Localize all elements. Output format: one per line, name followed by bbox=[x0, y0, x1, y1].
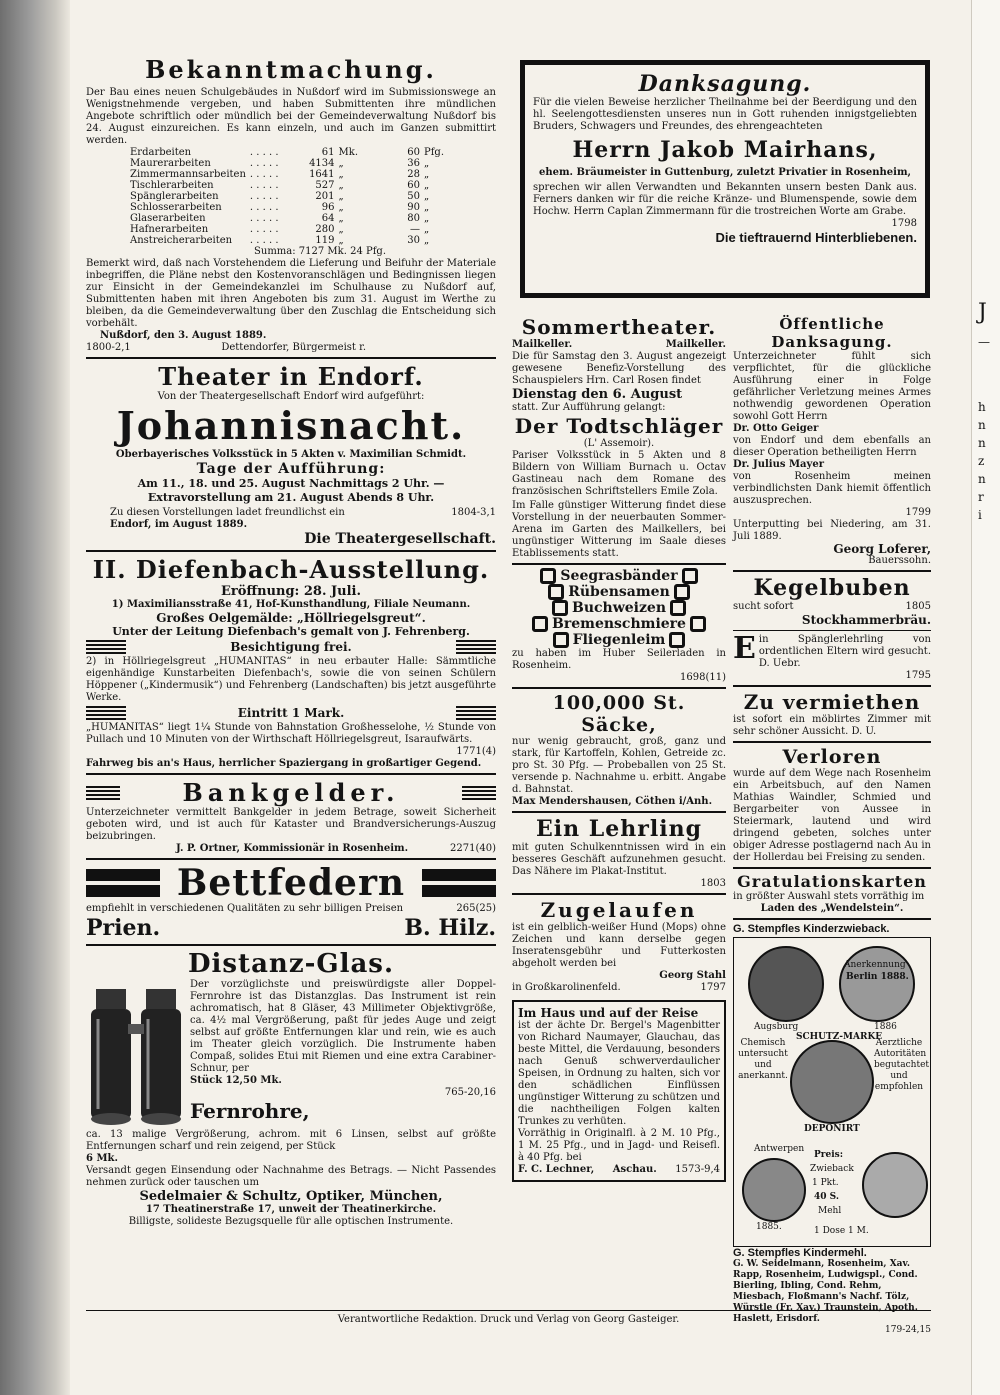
bekanntmachung-place-date: Nußdorf, den 3. August 1889. bbox=[100, 330, 267, 341]
oeffentliche-place: Unterputting bei Niedering, am 31. Juli 1889. bbox=[733, 519, 931, 542]
zwieback-antwerpen-year: 1885. bbox=[756, 1222, 782, 1232]
sommertheater-body1: Die für Samstag den 3. August angezeigt gewesene Benefiz-Vorstellung des Schauspielers Hrn. Carl Rosen findet bbox=[512, 351, 726, 386]
danksagung-title: Danksagung. bbox=[638, 71, 812, 97]
bekanntmachung-signature: Dettendorfer, Bürgermeist r. bbox=[221, 342, 366, 353]
cost-pf-unit: „ bbox=[424, 235, 430, 246]
cost-mk: 96 bbox=[321, 202, 335, 213]
distanzglas-fernrohre: Fernrohre, bbox=[190, 1099, 310, 1123]
zwieback-title: G. Stempfles Kinderzwieback. bbox=[733, 923, 890, 935]
cost-pf: 50 bbox=[407, 191, 420, 202]
cost-mk-unit: „ bbox=[338, 180, 344, 191]
bankgelder-code: 2271(40) bbox=[450, 843, 496, 854]
danksagung-signature: Die tieftrauernd Hinterbliebenen. bbox=[715, 230, 917, 245]
sommertheater-body3: Pariser Volksstück in 5 Akten und 8 Bildern von William Burnach u. Octav Gastineau nach dem Romane des französischen Schriftstellers Emile Zola. bbox=[512, 450, 726, 497]
seegras-item-label: Seegrasbänder bbox=[560, 568, 678, 584]
sommertheater-title: Sommertheater. bbox=[521, 315, 717, 339]
distanzglas-address: 17 Theatinerstraße 17, unweit der Theatinerkirche. bbox=[145, 1204, 437, 1215]
cost-pf: — bbox=[410, 224, 420, 235]
diefenbach-line2: Großes Oelgemälde: „Höllriegelsgreut“. bbox=[156, 611, 426, 625]
bekanntmachung-notice bbox=[86, 55, 496, 354]
cost-mk: 280 bbox=[315, 224, 335, 235]
diefenbach-line3: Unter der Leitung Diefenbach's gemalt von J. Fehrenberg. bbox=[112, 625, 470, 638]
decorative-stripes bbox=[456, 640, 496, 654]
zwieback-chem: Chemisch untersucht und anerkannt. bbox=[738, 1038, 788, 1081]
cost-mk-unit: „ bbox=[338, 235, 344, 246]
zugelaufen-name: Georg Stahl bbox=[659, 970, 726, 981]
lehrling-ad bbox=[512, 816, 726, 890]
kegelbuben-firm: Stockhammerbräu. bbox=[801, 613, 931, 627]
edge-mark: r bbox=[978, 490, 984, 504]
saecke-ad bbox=[512, 692, 726, 808]
magenbitter-title: Im Haus und auf der Reise bbox=[518, 1006, 699, 1020]
theater-tage: Tage der Aufführung: bbox=[196, 461, 386, 477]
cost-row bbox=[130, 180, 448, 191]
cost-pf-unit: „ bbox=[424, 158, 430, 169]
cost-item-name: Zimmermannsarbeiten bbox=[130, 169, 246, 180]
sommertheater-place-left: Mailkeller. bbox=[512, 339, 573, 350]
sommertheater-body4: Im Falle günstiger Witterung findet diese Vorstellung in der neuerbauten Sommer-Arena im Garten des Mailkellers, bei ungünstiger Witterung im Saale dieses Etablissements statt. bbox=[512, 500, 726, 559]
distanzglas-code: 765-20,16 bbox=[444, 1087, 496, 1098]
spaengler-ad bbox=[733, 631, 931, 682]
diefenbach-code: 1771(4) bbox=[456, 746, 496, 757]
cost-pf-unit: „ bbox=[424, 191, 430, 202]
zwieback-schutz: SCHUTZ-MARKE bbox=[796, 1032, 883, 1042]
adjacent-page-edge bbox=[971, 0, 1000, 1395]
exhibition-medal-icon bbox=[862, 1152, 928, 1218]
bekanntmachung-summa: Summa: 7127 Mk. 24 Pfg. bbox=[254, 246, 386, 257]
bettfedern-place: Prien. bbox=[86, 915, 161, 941]
diefenbach-entry: Eintritt 1 Mark. bbox=[237, 706, 345, 720]
ring-ornament-icon bbox=[669, 632, 685, 648]
seegras-body: zu haben im Huber Seilerladen in Rosenheim. bbox=[512, 648, 726, 671]
edge-mark: n bbox=[978, 436, 986, 450]
diefenbach-view: Besichtigung frei. bbox=[230, 640, 352, 654]
gratulation-ad bbox=[733, 872, 931, 915]
saecke-firm: Max Mendershausen, Cöthen i/Anh. bbox=[512, 796, 713, 807]
cost-mk: 119 bbox=[315, 235, 335, 246]
theater-title: Theater in Endorf. bbox=[158, 362, 424, 391]
ring-ornament-icon bbox=[552, 600, 568, 616]
ring-ornament-icon bbox=[670, 600, 686, 616]
zwieback-ad bbox=[733, 923, 931, 1336]
edge-mark: — bbox=[978, 335, 990, 349]
kegelbuben-title: Kegelbuben bbox=[753, 575, 911, 601]
seegras-item-label: Buchweizen bbox=[571, 600, 667, 616]
cost-row bbox=[130, 235, 448, 246]
bettfedern-code: 265(25) bbox=[456, 903, 496, 914]
lehrling-code: 1803 bbox=[700, 878, 726, 889]
cost-mk-unit: „ bbox=[338, 213, 344, 224]
seegras-code: 1698(11) bbox=[680, 672, 726, 683]
ring-ornament-icon bbox=[548, 584, 564, 600]
distanzglas-title: Distanz-Glas. bbox=[188, 949, 394, 979]
cost-pf-unit: „ bbox=[424, 224, 430, 235]
theater-ad bbox=[86, 362, 496, 547]
cost-pf: 30 bbox=[407, 235, 420, 246]
ring-ornament-icon bbox=[553, 632, 569, 648]
cost-item-name: Anstreicherarbeiten bbox=[130, 235, 233, 246]
distanzglas-firm: Sedelmaier & Schultz, Optiker, München, bbox=[139, 1189, 443, 1204]
danksagung-role: ehem. Bräumeister in Guttenburg, zuletzt Privatier in Rosenheim, bbox=[538, 167, 912, 178]
diefenbach-line5: „HUMANITAS“ liegt 1¼ Stunde von Bahnstation Großhesselohe, ½ Stunde von Pullach und 10 Minuten von der Wirthschaft Höllriegelsgreut, Isaraufwärts. bbox=[86, 722, 496, 745]
spaengler-body: in Spänglerlehrling von ordentlichen Eltern wird gesucht. D. Uebr. bbox=[758, 634, 931, 669]
portrait-medal-icon bbox=[748, 946, 824, 1022]
cost-pf-unit: „ bbox=[424, 213, 430, 224]
magenbitter-code: 1573-9,4 bbox=[675, 1164, 720, 1175]
theater-dates: Am 11., 18. und 25. August Nachmittags 2 Uhr. — Extravorstellung am 21. August Abends 8 Uhr. bbox=[137, 477, 445, 504]
cost-item-name: Tischlerarbeiten bbox=[130, 180, 214, 191]
column-right bbox=[733, 315, 931, 1336]
zwieback-year: 1886 bbox=[874, 1022, 897, 1032]
zwieback-price1: 40 S. bbox=[814, 1192, 839, 1202]
bankgelder-title: Bankgelder. bbox=[182, 778, 400, 807]
danksagung-box bbox=[520, 60, 930, 298]
edge-mark: h bbox=[978, 400, 986, 414]
magenbitter-seller: F. C. Lechner, bbox=[518, 1164, 595, 1175]
ring-ornament-icon bbox=[674, 584, 690, 600]
zwieback-subtitle: G. Stempfles Kindermehl. bbox=[733, 1247, 867, 1259]
oeffentliche-doctor2: Dr. Julius Mayer bbox=[733, 459, 824, 470]
cost-pf-unit: Pfg. bbox=[424, 147, 445, 158]
oeffentliche-body2: von Endorf und dem ebenfalls an dieser Operation betheiligten Herrn bbox=[733, 435, 931, 458]
cost-mk-unit: „ bbox=[338, 158, 344, 169]
cost-pf-unit: „ bbox=[424, 169, 430, 180]
cost-row bbox=[130, 202, 448, 213]
danksagung-intro: Für die vielen Beweise herzlicher Theilnahme bei der Beerdigung und den hl. Seelengottesdiensten unseres nun in Gott ruhenden innigstgeliebten Bruders, Schwagers und Freundes, des ehrengeachteten bbox=[533, 97, 917, 132]
vermiethen-body: ist sofort ein möblirtes Zimmer mit sehr schöner Aussicht. D. U. bbox=[733, 714, 931, 737]
diefenbach-opening: Eröffnung: 28. Juli. bbox=[220, 584, 362, 599]
oeffentliche-doctor1: Dr. Otto Geiger bbox=[733, 423, 819, 434]
verloren-body: wurde auf dem Wege nach Rosenheim ein Arbeitsbuch, auf den Namen Mathias Waindler, Schmied und Bergarbeiter von Aussee in Steiermark, lautend und wird dringend gebeten, solches unter obiger Adresse postlagernd nach Au in der Hollerdau bei Freising zu senden. bbox=[733, 768, 931, 863]
zwieback-mehl: Mehl bbox=[818, 1206, 842, 1216]
verloren-ad bbox=[733, 746, 931, 864]
gratulation-firm: Laden des „Wendelstein“. bbox=[760, 903, 904, 914]
spaengler-initial: E bbox=[733, 631, 756, 666]
zugelaufen-code: 1797 bbox=[700, 982, 726, 993]
cost-dots: . . . . . bbox=[249, 202, 279, 213]
edge-mark: n bbox=[978, 472, 986, 486]
zwieback-preis: Preis: bbox=[814, 1150, 844, 1160]
column-middle bbox=[512, 315, 726, 1182]
oeffentliche-body3: von Rosenheim meinen verbindlichsten Dank hiemit öffentlich auszusprechen. bbox=[733, 471, 931, 506]
zwieback-sellers: G. W. Seidelmann, Rosenheim, Xav. Rapp, Rosenheim, Ludwigspl., Cond. Bierling, Ibling, Cond. Rehm, Miesbach, Floßmann's Nachf. Tölz, Würstle (Fr. Xav.) Traunstein, Apoth. Haslett, Erisdorf. bbox=[733, 1259, 918, 1324]
theater-play: Johannisnacht. bbox=[116, 403, 466, 448]
theater-sub: Von der Theatergesellschaft Endorf wird aufgeführt: bbox=[157, 391, 425, 402]
cost-row bbox=[130, 224, 448, 235]
zwieback-dose: 1 Dose 1 M. bbox=[814, 1226, 869, 1236]
cost-mk-unit: „ bbox=[338, 191, 344, 202]
seegras-item bbox=[512, 568, 726, 584]
decorative-stripes bbox=[86, 640, 126, 654]
zwieback-augsburg: Augsburg bbox=[754, 1022, 799, 1032]
diefenbach-line6: Fahrweg bis an's Haus, herrlicher Spaziergang in großartiger Gegend. bbox=[86, 758, 482, 769]
cost-mk-unit: „ bbox=[338, 169, 344, 180]
trademark-seal-icon bbox=[790, 1040, 874, 1124]
cost-row bbox=[130, 158, 448, 169]
zwieback-zwieback: Zwieback bbox=[810, 1164, 854, 1174]
distanzglas-body1: Der vorzüglichste und preiswürdigste aller Doppel-Fernrohre ist das Distanzglas. Das Instrument ist rein achromatisch, hat 8 Gläser, 43 Millimeter Objektivgröße, ca. 4½ mal Vergrößerung, paßt für jedes Auge und zeigt selbst auf größte Entfernungen klar und rein, wie es auch im Theater gleich vorzüglich. Die Instrumente haben Compaß, solides Etui mit Riemen und eine extra Carabiner-Schnur, per bbox=[190, 979, 496, 1074]
kegelbuben-body: sucht sofort bbox=[733, 601, 794, 612]
theater-place-date: Endorf, im August 1889. bbox=[110, 519, 248, 530]
zwieback-award-left: Anerkennung bbox=[844, 960, 906, 970]
vermiethen-title: Zu vermiethen bbox=[743, 690, 921, 714]
zwieback-deponirt: DEPONIRT bbox=[804, 1124, 860, 1134]
oeffentliche-danksagung bbox=[733, 315, 931, 567]
seegras-item-label: Fliegenleim bbox=[572, 632, 666, 648]
cost-mk: 64 bbox=[321, 213, 335, 224]
cost-pf-unit: „ bbox=[424, 180, 430, 191]
kegelbuben-ad bbox=[733, 575, 931, 627]
theater-signature: Die Theatergesellschaft. bbox=[304, 531, 496, 547]
distanzglas-ad bbox=[86, 949, 496, 1228]
decorative-stripes bbox=[462, 786, 496, 800]
theater-genre: Oberbayerisches Volksstück in 5 Akten v. Maximilian Schmidt. bbox=[115, 449, 467, 460]
oeffentliche-code: 1799 bbox=[905, 507, 931, 518]
gratulation-title: Gratulationskarten bbox=[737, 872, 927, 891]
verloren-title: Verloren bbox=[782, 746, 882, 768]
zwieback-pkt: 1 Pkt. bbox=[812, 1178, 839, 1188]
bankgelder-signature: J. P. Ortner, Kommissionär in Rosenheim. bbox=[176, 843, 409, 854]
zugelaufen-ad bbox=[512, 898, 726, 994]
sommertheater-place-right: Mailkeller. bbox=[665, 339, 726, 350]
magenbitter-body: ist der ächte Dr. Bergel's Magenbitter von Richard Naumayer, Glauchau, das beste Mittel, die Verdauung, besonders nach Genuß schwerverdaulicher Speisen, in Ordnung zu halten, sich vor den schädlichen Einflüssen ungünstiger Witterung zu schützen und die nachtheiligen Folgen kalten Trunkes zu verhüten. bbox=[518, 1020, 720, 1127]
seegras-item bbox=[512, 584, 726, 600]
magenbitter-place: Aschau. bbox=[612, 1164, 657, 1175]
seegras-item bbox=[512, 600, 726, 616]
ring-ornament-icon bbox=[682, 568, 698, 584]
cost-dots: . . . . . bbox=[249, 169, 279, 180]
zwieback-code: 179-24,15 bbox=[885, 1325, 931, 1335]
cost-mk-unit: „ bbox=[338, 202, 344, 213]
zugelaufen-title: Zugelaufen bbox=[540, 898, 698, 922]
cost-pf: 36 bbox=[407, 158, 420, 169]
bekanntmachung-title: Bekanntmachung. bbox=[145, 55, 437, 84]
sommertheater-play-sub: (L' Assemoir). bbox=[583, 438, 655, 449]
sommertheater-ad bbox=[512, 315, 726, 560]
saecke-body: nur wenig gebraucht, groß, ganz und stark, für Kartoffeln, Kohlen, Getreide zc. pro St. 30 Pfg. — Probeballen von 25 St. versende p. Nachnahme u. erbitt. Angabe d. Bahnstat. bbox=[512, 736, 726, 795]
decorative-stripes bbox=[86, 786, 120, 800]
cost-pf: 90 bbox=[407, 202, 420, 213]
bekanntmachung-intro: Der Bau eines neuen Schulgebäudes in Nußdorf wird im Submissionswege an Wenigstnehmende vergeben, und haben Submittenten ihre mündlichen Angebote schriftlich oder mündlich bei der Gemeindeverwaltung Nußdorf bis 24. August einzureichen. Es kann einzeln, und auch im Ganzen submittirt werden. bbox=[86, 87, 496, 146]
bankgelder-body: Unterzeichneter vermittelt Bankgelder in jedem Betrage, soweit Sicherheit geboten wird, und ist auch für Kataster und Brandversicherungs-Auszug beizubringen. bbox=[86, 807, 496, 842]
bankgelder-ad bbox=[86, 778, 496, 855]
zugelaufen-place: in Großkarolinenfeld. bbox=[512, 982, 621, 993]
bettfedern-ad bbox=[86, 863, 496, 941]
diefenbach-title: II. Diefenbach-Ausstellung. bbox=[92, 555, 490, 584]
danksagung-name: Herrn Jakob Mairhans, bbox=[572, 137, 878, 163]
cost-mk: 527 bbox=[315, 180, 335, 191]
kegelbuben-code: 1805 bbox=[905, 601, 931, 612]
seegras-item-label: Rübensamen bbox=[568, 584, 670, 600]
oeffentliche-title: Öffentliche Danksagung. bbox=[771, 315, 893, 351]
danksagung-body: sprechen wir allen Verwandten und Bekannten unsern besten Dank aus. Ferners danken wir für die reiche Kränze- und Blumenspende, sowie dem Hochw. Herrn Caplan Zimmermann für die trostreichen Worte am Grabe. bbox=[533, 182, 917, 217]
cost-pf: 60 bbox=[407, 180, 420, 191]
lehrling-body: mit guten Schulkenntnissen wird in ein besseres Geschäft aufzunehmen gesucht. Das Nähere im Plakat-Institut. bbox=[512, 842, 726, 877]
cost-mk-unit: „ bbox=[338, 224, 344, 235]
seegras-item-label: Bremenschmiere bbox=[552, 616, 686, 632]
cost-mk-unit: Mk. bbox=[338, 147, 358, 158]
sommertheater-play: Der Todtschläger bbox=[514, 414, 724, 438]
zwieback-illustration bbox=[733, 937, 931, 1247]
vermiethen-ad bbox=[733, 690, 931, 738]
decorative-stripes bbox=[86, 706, 126, 720]
diefenbach-ad bbox=[86, 555, 496, 770]
cost-item-name: Schlosserarbeiten bbox=[130, 202, 222, 213]
cost-row bbox=[130, 191, 448, 202]
cost-mk: 1641 bbox=[309, 169, 335, 180]
cost-dots: . . . . . bbox=[249, 224, 279, 235]
antwerp-medal-icon bbox=[742, 1158, 806, 1222]
ring-ornament-icon bbox=[540, 568, 556, 584]
cost-item-name: Maurerarbeiten bbox=[130, 158, 211, 169]
bettfedern-title: Bettfedern bbox=[176, 862, 406, 904]
cost-dots: . . . . . bbox=[249, 191, 279, 202]
gratulation-body: in größter Auswahl stets vorräthig im bbox=[733, 891, 925, 902]
cost-mk: 61 bbox=[321, 147, 335, 158]
distanzglas-body3: Versandt gegen Einsendung oder Nachnahme des Betrags. — Nicht Passendes nehmen zurück oder tauschen um bbox=[86, 1165, 496, 1188]
zwieback-award-city: Berlin 1888. bbox=[846, 972, 909, 982]
sommertheater-body2: statt. Zur Aufführung gelangt: bbox=[512, 402, 666, 413]
spaengler-code: 1795 bbox=[905, 670, 931, 681]
cost-table bbox=[130, 147, 448, 246]
bettfedern-name: B. Hilz. bbox=[404, 915, 496, 941]
cost-dots: . . . . . bbox=[249, 158, 279, 169]
cost-mk: 201 bbox=[315, 191, 335, 202]
distanzglas-price2: 6 Mk. bbox=[86, 1153, 118, 1164]
cost-dots: . . . . . bbox=[249, 213, 279, 224]
cost-pf: 28 bbox=[407, 169, 420, 180]
cost-pf-unit: „ bbox=[424, 202, 430, 213]
edge-mark: J bbox=[978, 300, 987, 325]
book-binding bbox=[0, 0, 70, 1395]
cost-pf: 80 bbox=[407, 213, 420, 224]
lehrling-title: Ein Lehrling bbox=[536, 816, 702, 842]
cost-pf: 60 bbox=[407, 147, 420, 158]
distanzglas-price1: Stück 12,50 Mk. bbox=[190, 1075, 282, 1086]
distanzglas-body2: ca. 13 malige Vergrößerung, achrom. mit 6 Linsen, selbst auf größte Entfernungen scharf und rein zeigend, per Stück bbox=[86, 1129, 496, 1152]
sommertheater-date: Dienstag den 6. August bbox=[512, 387, 683, 402]
decorative-stripes bbox=[456, 706, 496, 720]
cost-row bbox=[130, 213, 448, 224]
theater-code: 1804-3,1 bbox=[451, 507, 496, 518]
cost-dots: . . . . . bbox=[249, 235, 279, 246]
cost-dots: . . . . . bbox=[249, 180, 279, 191]
edge-mark: n bbox=[978, 418, 986, 432]
saecke-title: 100,000 St. Säcke, bbox=[552, 692, 686, 736]
page-footer: Verantwortliche Redaktion. Druck und Verlag von Georg Gasteiger. bbox=[86, 1310, 931, 1325]
diefenbach-line4: 2) in Höllriegelsgreut „HUMANITAS“ in neu erbauter Halle: Sämmtliche eigenhändige Kunstarbeiten Diefenbach's, sowie die von seinen Schülern Höppener („Kindermusik“) und Fehrenberg (Landschaften) bis jetzt ausgeführte Werke. bbox=[86, 656, 496, 703]
award-medal-icon bbox=[839, 946, 915, 1022]
cost-item-name: Hafnerarbeiten bbox=[130, 224, 209, 235]
edge-mark: z bbox=[978, 454, 985, 468]
ring-ornament-icon bbox=[532, 616, 548, 632]
ring-ornament-icon bbox=[690, 616, 706, 632]
cost-item-name: Glaserarbeiten bbox=[130, 213, 206, 224]
oeffentliche-role: Bauerssohn. bbox=[868, 555, 931, 566]
cost-mk: 4134 bbox=[309, 158, 335, 169]
oeffentliche-body1: Unterzeichneter fühlt sich verpflichtet, für die glückliche Ausführung einer in Folge gefährlicher Verletzung meines Armes nothwendig gewordenen Operation sowohl Gott Herrn bbox=[733, 351, 931, 422]
cost-row bbox=[130, 147, 448, 158]
cost-dots: . . . . . bbox=[249, 147, 279, 158]
seegras-item bbox=[512, 616, 726, 632]
zwieback-aerzt: Aerztliche Autoritäten begutachtet und empfohlen bbox=[874, 1038, 930, 1092]
magenbitter-price: Vorräthig in Originalfl. à 2 M. 10 Pfg., 1 M. 25 Pfg., und in Jagd- und Reisefl. à 40 Pfg. bei bbox=[518, 1128, 720, 1163]
magenbitter-ad bbox=[512, 1000, 726, 1182]
bekanntmachung-body: Bemerkt wird, daß nach Vorstehendem die Lieferung und Beifuhr der Materiale inbegriffen, die Pläne nebst den Kostenvoranschlägen und Bedingnissen liegen zur Einsicht in der Gemeindekanzlei im Schulhause zu Nußdorf auf, Submittenten haben mit ihren Angeboten bis zum 31. August im Werthe zu bleiben, da die Gemeindeverwaltung über den Zuschlag die Entscheidung sich vorbehält. bbox=[86, 258, 496, 329]
binoculars-icon bbox=[86, 979, 186, 1129]
column-left bbox=[86, 55, 496, 1228]
danksagung-code: 1798 bbox=[891, 218, 917, 229]
bekanntmachung-code: 1800-2,1 bbox=[86, 342, 131, 353]
bettfedern-body: empfiehlt in verschiedenen Qualitäten zu sehr billigen Preisen bbox=[86, 903, 404, 914]
theater-invite: Zu diesen Vorstellungen ladet freundlichst ein bbox=[110, 507, 345, 518]
diefenbach-line1: 1) Maximiliansstraße 41, Hof-Kunsthandlung, Filiale Neumann. bbox=[111, 599, 471, 610]
zugelaufen-body: ist ein gelblich-weißer Hund (Mops) ohne Zeichen und kann derselbe gegen Inseratensgebühr und Futterkosten abgeholt werden bei bbox=[512, 922, 726, 969]
oeffentliche-signature: Georg Loferer, bbox=[833, 542, 931, 556]
cost-item-name: Spänglerarbeiten bbox=[130, 191, 219, 202]
zwieback-antwerpen: Antwerpen bbox=[754, 1144, 805, 1154]
seegras-item bbox=[512, 632, 726, 648]
edge-mark: i bbox=[978, 508, 982, 522]
distanzglas-slogan: Billigste, solideste Bezugsquelle für alle optischen Instrumente. bbox=[128, 1216, 454, 1227]
cost-item-name: Erdarbeiten bbox=[130, 147, 192, 158]
cost-row bbox=[130, 169, 448, 180]
seegras-ad bbox=[512, 568, 726, 684]
